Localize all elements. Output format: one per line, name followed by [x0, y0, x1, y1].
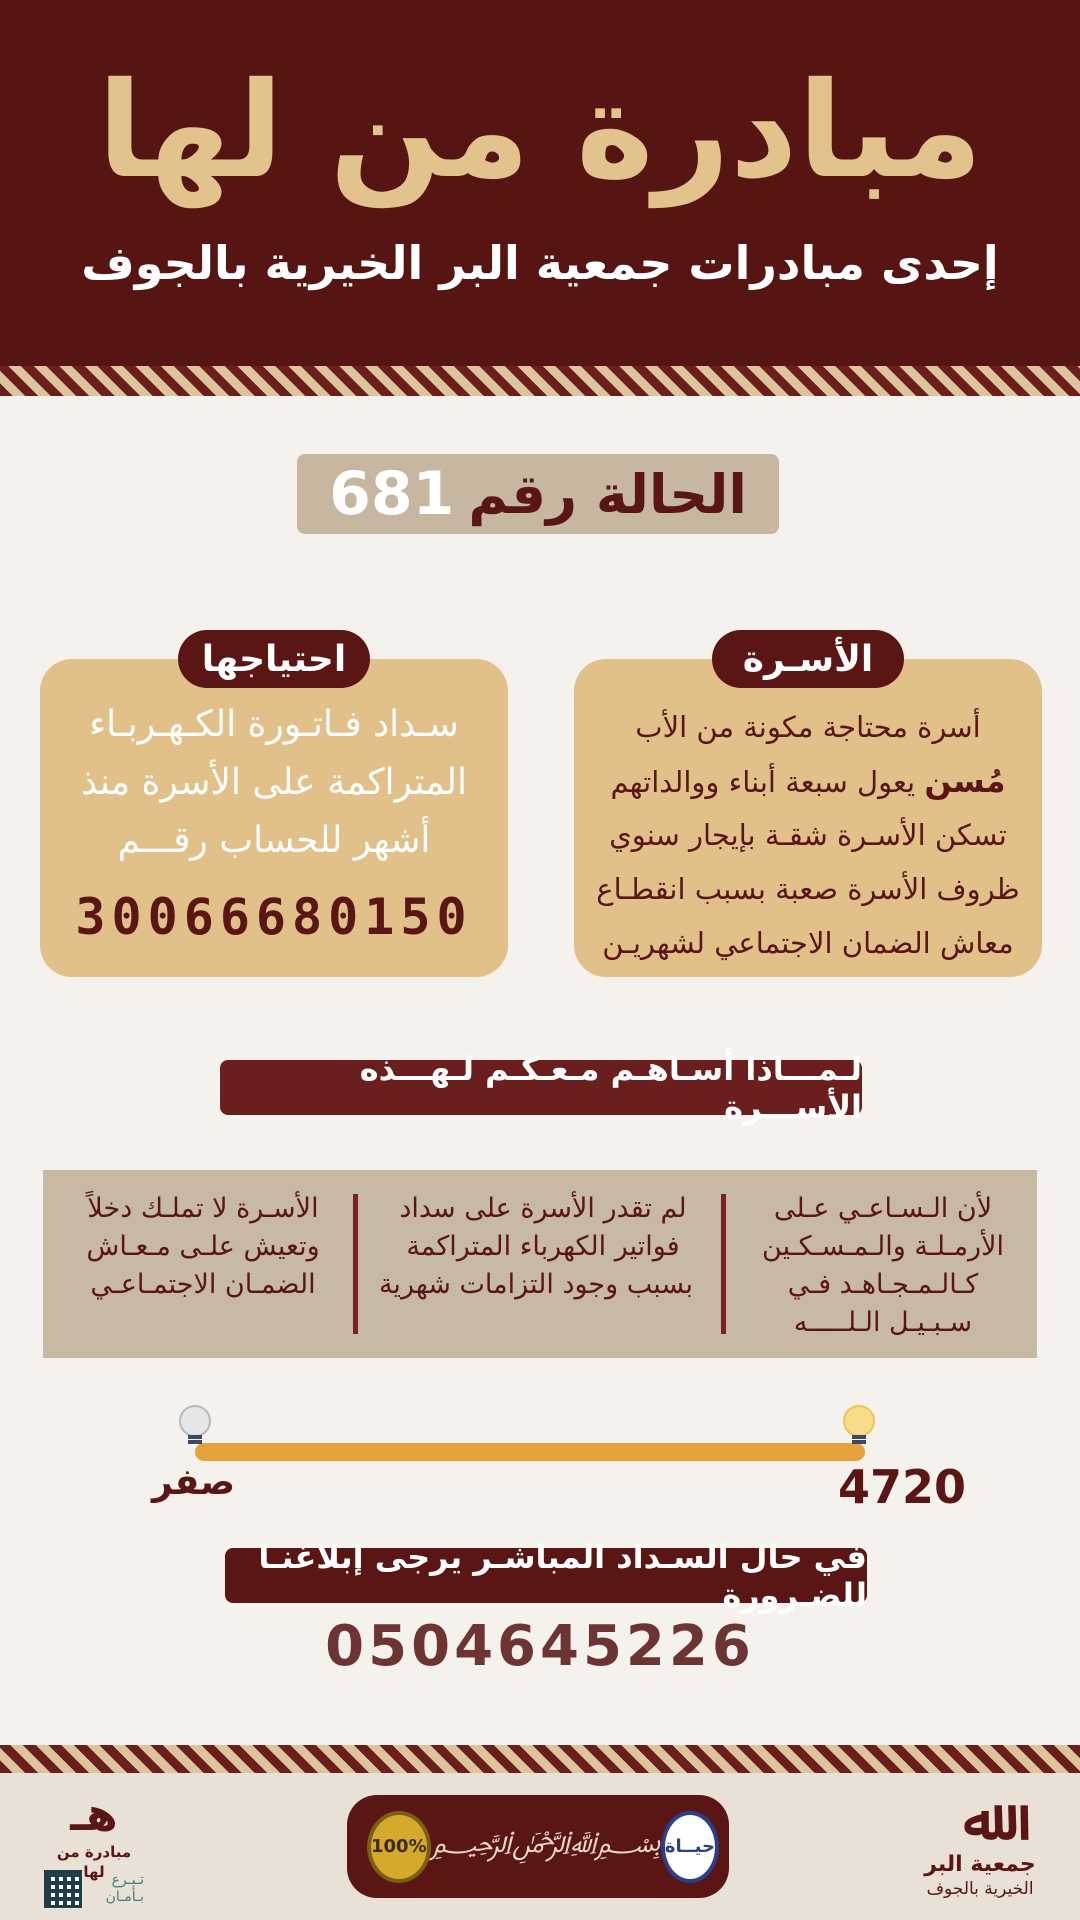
family-line-bold: مُسن — [924, 762, 1006, 800]
phone-number[interactable]: 0504645226 — [325, 1614, 755, 1679]
page-subtitle: إحدى مبادرات جمعية البر الخيرية بالجوف — [81, 236, 999, 290]
case-number: 681 — [329, 459, 455, 529]
need-line: أشهر للحساب رقـــم — [117, 820, 431, 861]
partner-logos — [347, 1795, 729, 1898]
family-tab: الأسـرة — [712, 630, 904, 688]
page-title: مبادرة من لها — [97, 54, 983, 208]
divider — [721, 1194, 726, 1334]
divider — [353, 1194, 358, 1334]
seal-logo-icon: حيــاة — [661, 1811, 719, 1883]
org-logo — [920, 1790, 1040, 1900]
family-line: ظروف الأسرة صعبة بسبب انقطـاع — [596, 872, 1020, 906]
decorative-border-bottom — [0, 1745, 1080, 1773]
lightbulb-lit-icon — [839, 1404, 879, 1448]
reason-item: الأسـرة لا تملـك دخلاً وتعيش علـى مـعـاش الضمـان الاجتمـاعـي — [86, 1193, 320, 1300]
quality-badge-icon: 100% — [367, 1811, 431, 1883]
family-line: أسرة محتاجة مكونة من الأب — [635, 710, 981, 744]
calligraphy-logo-icon: ﷽ — [430, 1825, 661, 1860]
decorative-border-top — [0, 366, 1080, 396]
account-number: 30066680150 — [75, 888, 473, 946]
qr-code-icon[interactable] — [44, 1870, 82, 1908]
reason-item: لم تقدر الأسرة على سداد فواتير الكهرباء المتراكمة بسبب وجود التزامات شهرية — [378, 1193, 693, 1300]
org-mark-icon: ﷲ — [963, 1788, 997, 1853]
progress-bar-fill — [195, 1443, 865, 1461]
why-title: لـمـــاذا أسـاهـم مـعـكـم لـهـــذه الأســـرة — [220, 1060, 862, 1115]
need-line: المتراكمة على الأسرة منذ — [81, 762, 467, 803]
need-line: سـداد فـاتـورة الكـهـربـاء — [89, 704, 459, 745]
need-tab: احتياجها — [178, 630, 370, 688]
family-description — [586, 700, 1030, 970]
initiative-mark-icon: ﻫـ — [70, 1787, 118, 1841]
case-label: الحالة رقم — [468, 462, 747, 526]
progress-total-label: 4720 — [838, 1460, 967, 1514]
need-description — [52, 696, 496, 870]
reasons-panel — [43, 1170, 1037, 1358]
reason-item: لأن الـسـاعـي عـلى الأرمـلـة والـمـسـكـين كـالـمـجـاهـد فـي سـبـيـل الـلـــــه — [762, 1193, 1004, 1338]
case-badge — [297, 454, 779, 534]
family-line: تسكن الأسـرة شقـة بإيجار سنوي — [609, 818, 1007, 852]
donate-text: تـبـرع بـأمـان — [105, 1872, 144, 1905]
payment-notice: في حال السـداد المباشـر يرجى إبلاغنـا للضـرورة — [225, 1548, 867, 1603]
family-line: معاش الضمان الاجتماعي لشهريـن — [602, 926, 1014, 960]
progress-start-label: صفر — [152, 1462, 236, 1503]
initiative-name: مبادرة من لها — [56, 1843, 132, 1881]
family-line: مُسن يعول سبعة أبناء ووالداتهم — [610, 762, 1006, 800]
donate-safely[interactable] — [44, 1868, 144, 1910]
org-subtitle: الخيرية بالجوف — [926, 1879, 1034, 1899]
org-name: جمعية البر — [924, 1852, 1036, 1877]
progress-bar — [195, 1443, 865, 1461]
lightbulb-empty-icon — [175, 1404, 215, 1448]
